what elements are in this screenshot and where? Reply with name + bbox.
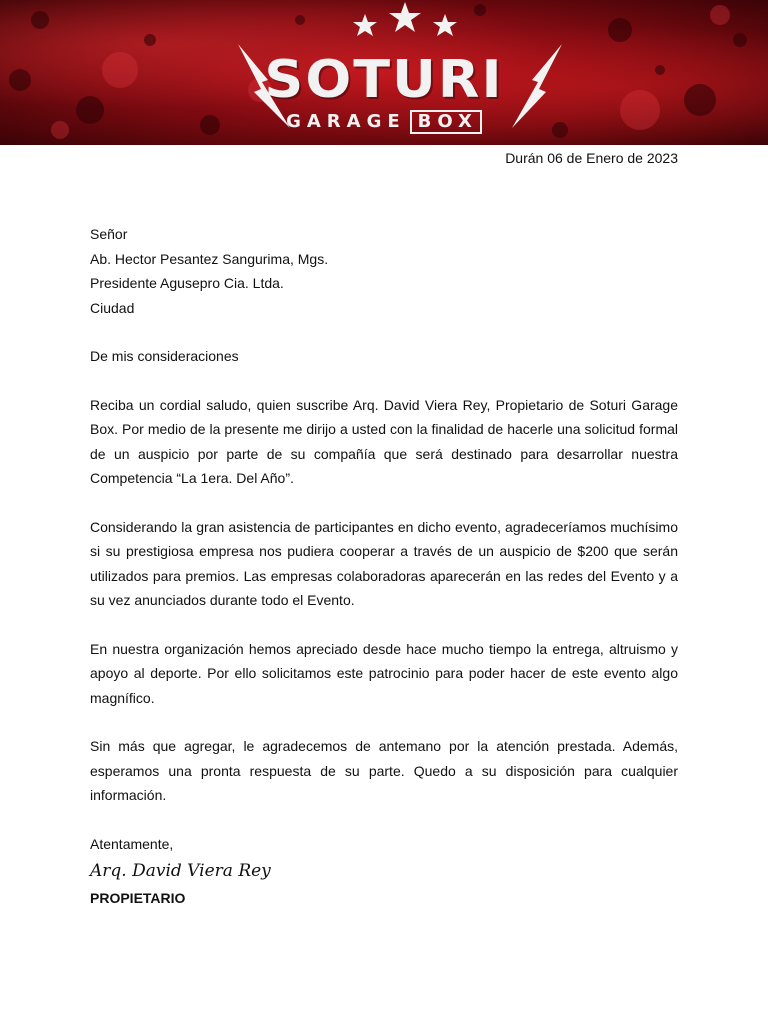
signer-role: PROPIETARIO [90, 890, 186, 906]
greeting: De mis consideraciones [90, 348, 239, 364]
recipient-title: Presidente Agusepro Cia. Ltda. [90, 275, 284, 291]
paragraph-3: En nuestra organización hemos apreciado desde hace mucho tiempo la entrega, altruismo y apoyo al deporte. Por ello solicitamos este patrocinio para poder hacer de este evento algo magnífico. [90, 640, 678, 706]
letter-body [90, 222, 678, 911]
header-banner [0, 0, 768, 145]
logo-wordmark: SOTURI [264, 49, 504, 110]
letter-date: Durán 06 de Enero de 2023 [505, 150, 678, 166]
paragraph-2: Considerando la gran asistencia de participantes en dicho evento, agradeceríamos muchísimo si su prestigiosa empresa nos pudiera cooperar a través de un auspicio de $200 que serán utilizados para premios. Las empresas colaboradoras aparecerán en las redes del Evento y a su vez anunciados durante todo el Evento. [90, 518, 678, 608]
logo-sub-left: GARAGE [286, 111, 406, 132]
star-icon-left [353, 14, 377, 36]
recipient-salutation: Señor [90, 226, 128, 242]
star-icon-center [389, 2, 421, 32]
recipient-city: Ciudad [90, 299, 135, 316]
logo-sub-box: BOX [410, 110, 482, 134]
paragraph-4: Sin más que agregar, le agradecemos de antemano por la atención prestada. Además, esperamos una pronta respuesta de su parte. Quedo a su disposición para cualquier información. [90, 738, 678, 803]
closing: Atentamente, [90, 835, 174, 852]
star-icon-right [433, 14, 457, 36]
signature: Arq. David Viera Rey [90, 861, 271, 881]
logo-subtitle [0, 110, 768, 134]
recipient-name: Ab. Hector Pesantez Sangurima, Mgs. [90, 250, 329, 267]
paragraph-1: Reciba un cordial saludo, quien suscribe Arq. David Viera Rey, Propietario de Soturi Garage Box. Por medio de la presente me dirijo a usted con la finalidad de hacerle una solicitud formal de un auspicio por parte de su compañía que será destinado para desarrollar nuestra Competencia “La 1era. Del Año”. [90, 396, 678, 486]
